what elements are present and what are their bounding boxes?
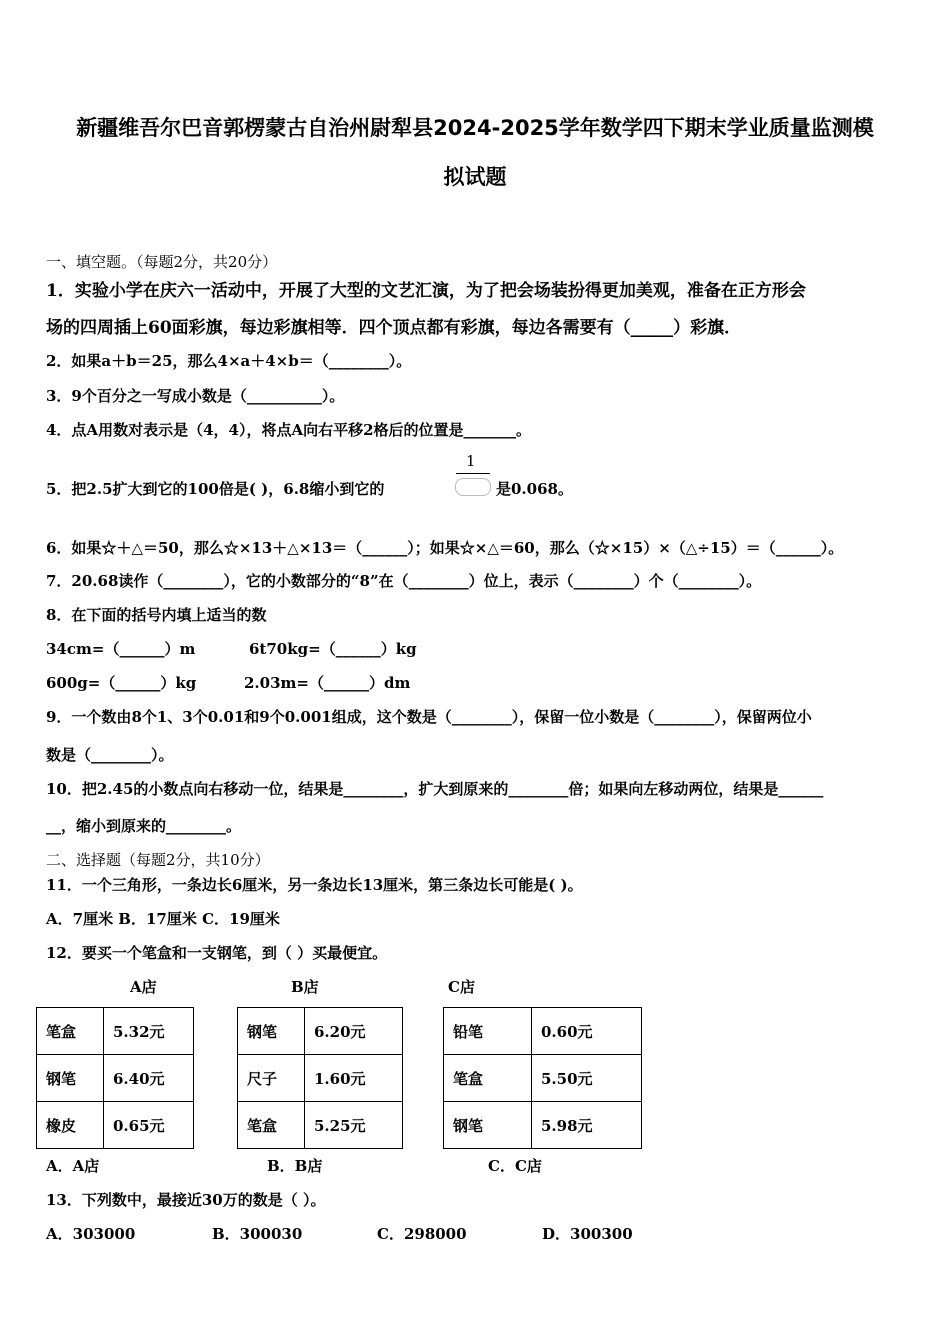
question-8-item-b: 6t70kg=（______）kg xyxy=(249,640,417,658)
price-cell: 0.65元 xyxy=(104,1102,194,1149)
table-row xyxy=(37,1008,194,1055)
shop-a-name: A店 xyxy=(130,978,157,996)
question-8: 8．在下面的括号内填上适当的数 xyxy=(46,606,267,624)
price-cell: 6.20元 xyxy=(305,1008,403,1055)
question-12: 12．要买一个笔盒和一支钢笔，到（ ）买最便宜。 xyxy=(46,944,388,962)
question-11: 11．一个三角形，一条边长6厘米，另一条边长13厘米，第三条边长可能是( )。 xyxy=(46,876,583,894)
shop-c-name: C店 xyxy=(448,978,475,996)
item-cell: 钢笔 xyxy=(238,1008,305,1055)
question-11-options: A．7厘米 B．17厘米 C．19厘米 xyxy=(46,910,280,928)
item-cell: 尺子 xyxy=(238,1055,305,1102)
item-cell: 笔盒 xyxy=(238,1102,305,1149)
question-8-item-d: 2.03m=（______）dm xyxy=(244,674,411,692)
table-row xyxy=(238,1102,403,1149)
table-row xyxy=(444,1008,642,1055)
page-title: 新疆维吾尔巴音郭楞蒙古自治州尉犁县2024-2025学年数学四下期末学业质量监测模 xyxy=(76,116,874,140)
question-13: 13．下列数中，最接近30万的数是（ ）。 xyxy=(46,1191,326,1209)
price-cell: 5.25元 xyxy=(305,1102,403,1149)
section-heading-choice: 二、选择题（每题2分，共10分） xyxy=(46,851,270,869)
shop-b-price-table xyxy=(237,1007,403,1149)
item-cell: 钢笔 xyxy=(444,1102,532,1149)
price-cell: 5.32元 xyxy=(104,1008,194,1055)
question-5-part-2: 是0.068。 xyxy=(496,480,573,498)
item-cell: 笔盒 xyxy=(444,1055,532,1102)
page-title-continued: 拟试题 xyxy=(443,165,507,189)
question-6: 6．如果☆＋△＝50，那么☆×13＋△×13＝（______）；如果☆×△＝60，那么（☆×15）×（△÷15）＝（______）。 xyxy=(46,539,844,557)
question-4: 4．点A用数对表示是（4，4），将点A向右平移2格后的位置是_______。 xyxy=(46,421,532,439)
fraction-bar xyxy=(456,473,490,474)
question-10-line-2: __，缩小到原来的________。 xyxy=(46,817,242,835)
table-row xyxy=(37,1055,194,1102)
question-9-line-1: 9．一个数由8个1、3个0.01和9个0.001组成，这个数是（________），保留一位小数是（________），保留两位小 xyxy=(46,708,812,726)
fraction-denominator-blank[interactable] xyxy=(455,478,491,496)
table-row xyxy=(444,1102,642,1149)
item-cell: 铅笔 xyxy=(444,1008,532,1055)
fraction-numerator: 1 xyxy=(466,452,476,470)
question-13-option-a: A．303000 xyxy=(46,1225,136,1243)
price-cell: 1.60元 xyxy=(305,1055,403,1102)
table-row xyxy=(37,1102,194,1149)
price-cell: 5.98元 xyxy=(532,1102,642,1149)
question-8-item-a: 34cm=（______）m xyxy=(46,640,196,658)
section-heading-fill-in: 一、填空题。（每题2分，共20分） xyxy=(46,253,278,271)
item-cell: 笔盒 xyxy=(37,1008,104,1055)
question-12-option-c: C．C店 xyxy=(488,1157,542,1175)
shop-c-price-table xyxy=(443,1007,642,1149)
question-7: 7．20.68读作（________），它的小数部分的“8”在（________）位上，表示（________）个（________）。 xyxy=(46,572,762,590)
item-cell: 钢笔 xyxy=(37,1055,104,1102)
question-5-part-1: 5．把2.5扩大到它的100倍是( )，6.8缩小到它的 xyxy=(46,480,385,498)
price-cell: 5.50元 xyxy=(532,1055,642,1102)
question-10-line-1: 10．把2.45的小数点向右移动一位，结果是________，扩大到原来的________倍；如果向左移动两位，结果是______ xyxy=(46,780,824,798)
question-1-line-2: 场的四周插上60面彩旗，每边彩旗相等．四个顶点都有彩旗，每边各需要有（_____）彩旗． xyxy=(46,318,742,338)
table-row xyxy=(238,1008,403,1055)
question-12-option-a: A．A店 xyxy=(46,1157,100,1175)
question-12-option-b: B．B店 xyxy=(267,1157,323,1175)
shop-b-name: B店 xyxy=(291,978,319,996)
question-9-line-2: 数是（________）。 xyxy=(46,746,174,764)
question-2: 2．如果a＋b＝25，那么4×a＋4×b＝（________）。 xyxy=(46,352,412,370)
shop-a-price-table xyxy=(36,1007,194,1149)
question-13-option-c: C．298000 xyxy=(377,1225,467,1243)
item-cell: 橡皮 xyxy=(37,1102,104,1149)
price-cell: 6.40元 xyxy=(104,1055,194,1102)
question-8-item-c: 600g=（______）kg xyxy=(46,674,197,692)
table-row xyxy=(444,1055,642,1102)
question-1-line-1: 1．实验小学在庆六一活动中，开展了大型的文艺汇演，为了把会场装扮得更加美观，准备在正方形会 xyxy=(46,281,806,301)
question-3: 3．9个百分之一写成小数是（__________）。 xyxy=(46,387,345,405)
price-cell: 0.60元 xyxy=(532,1008,642,1055)
table-row xyxy=(238,1055,403,1102)
question-13-option-d: D．300300 xyxy=(542,1225,633,1243)
question-13-option-b: B．300030 xyxy=(212,1225,303,1243)
